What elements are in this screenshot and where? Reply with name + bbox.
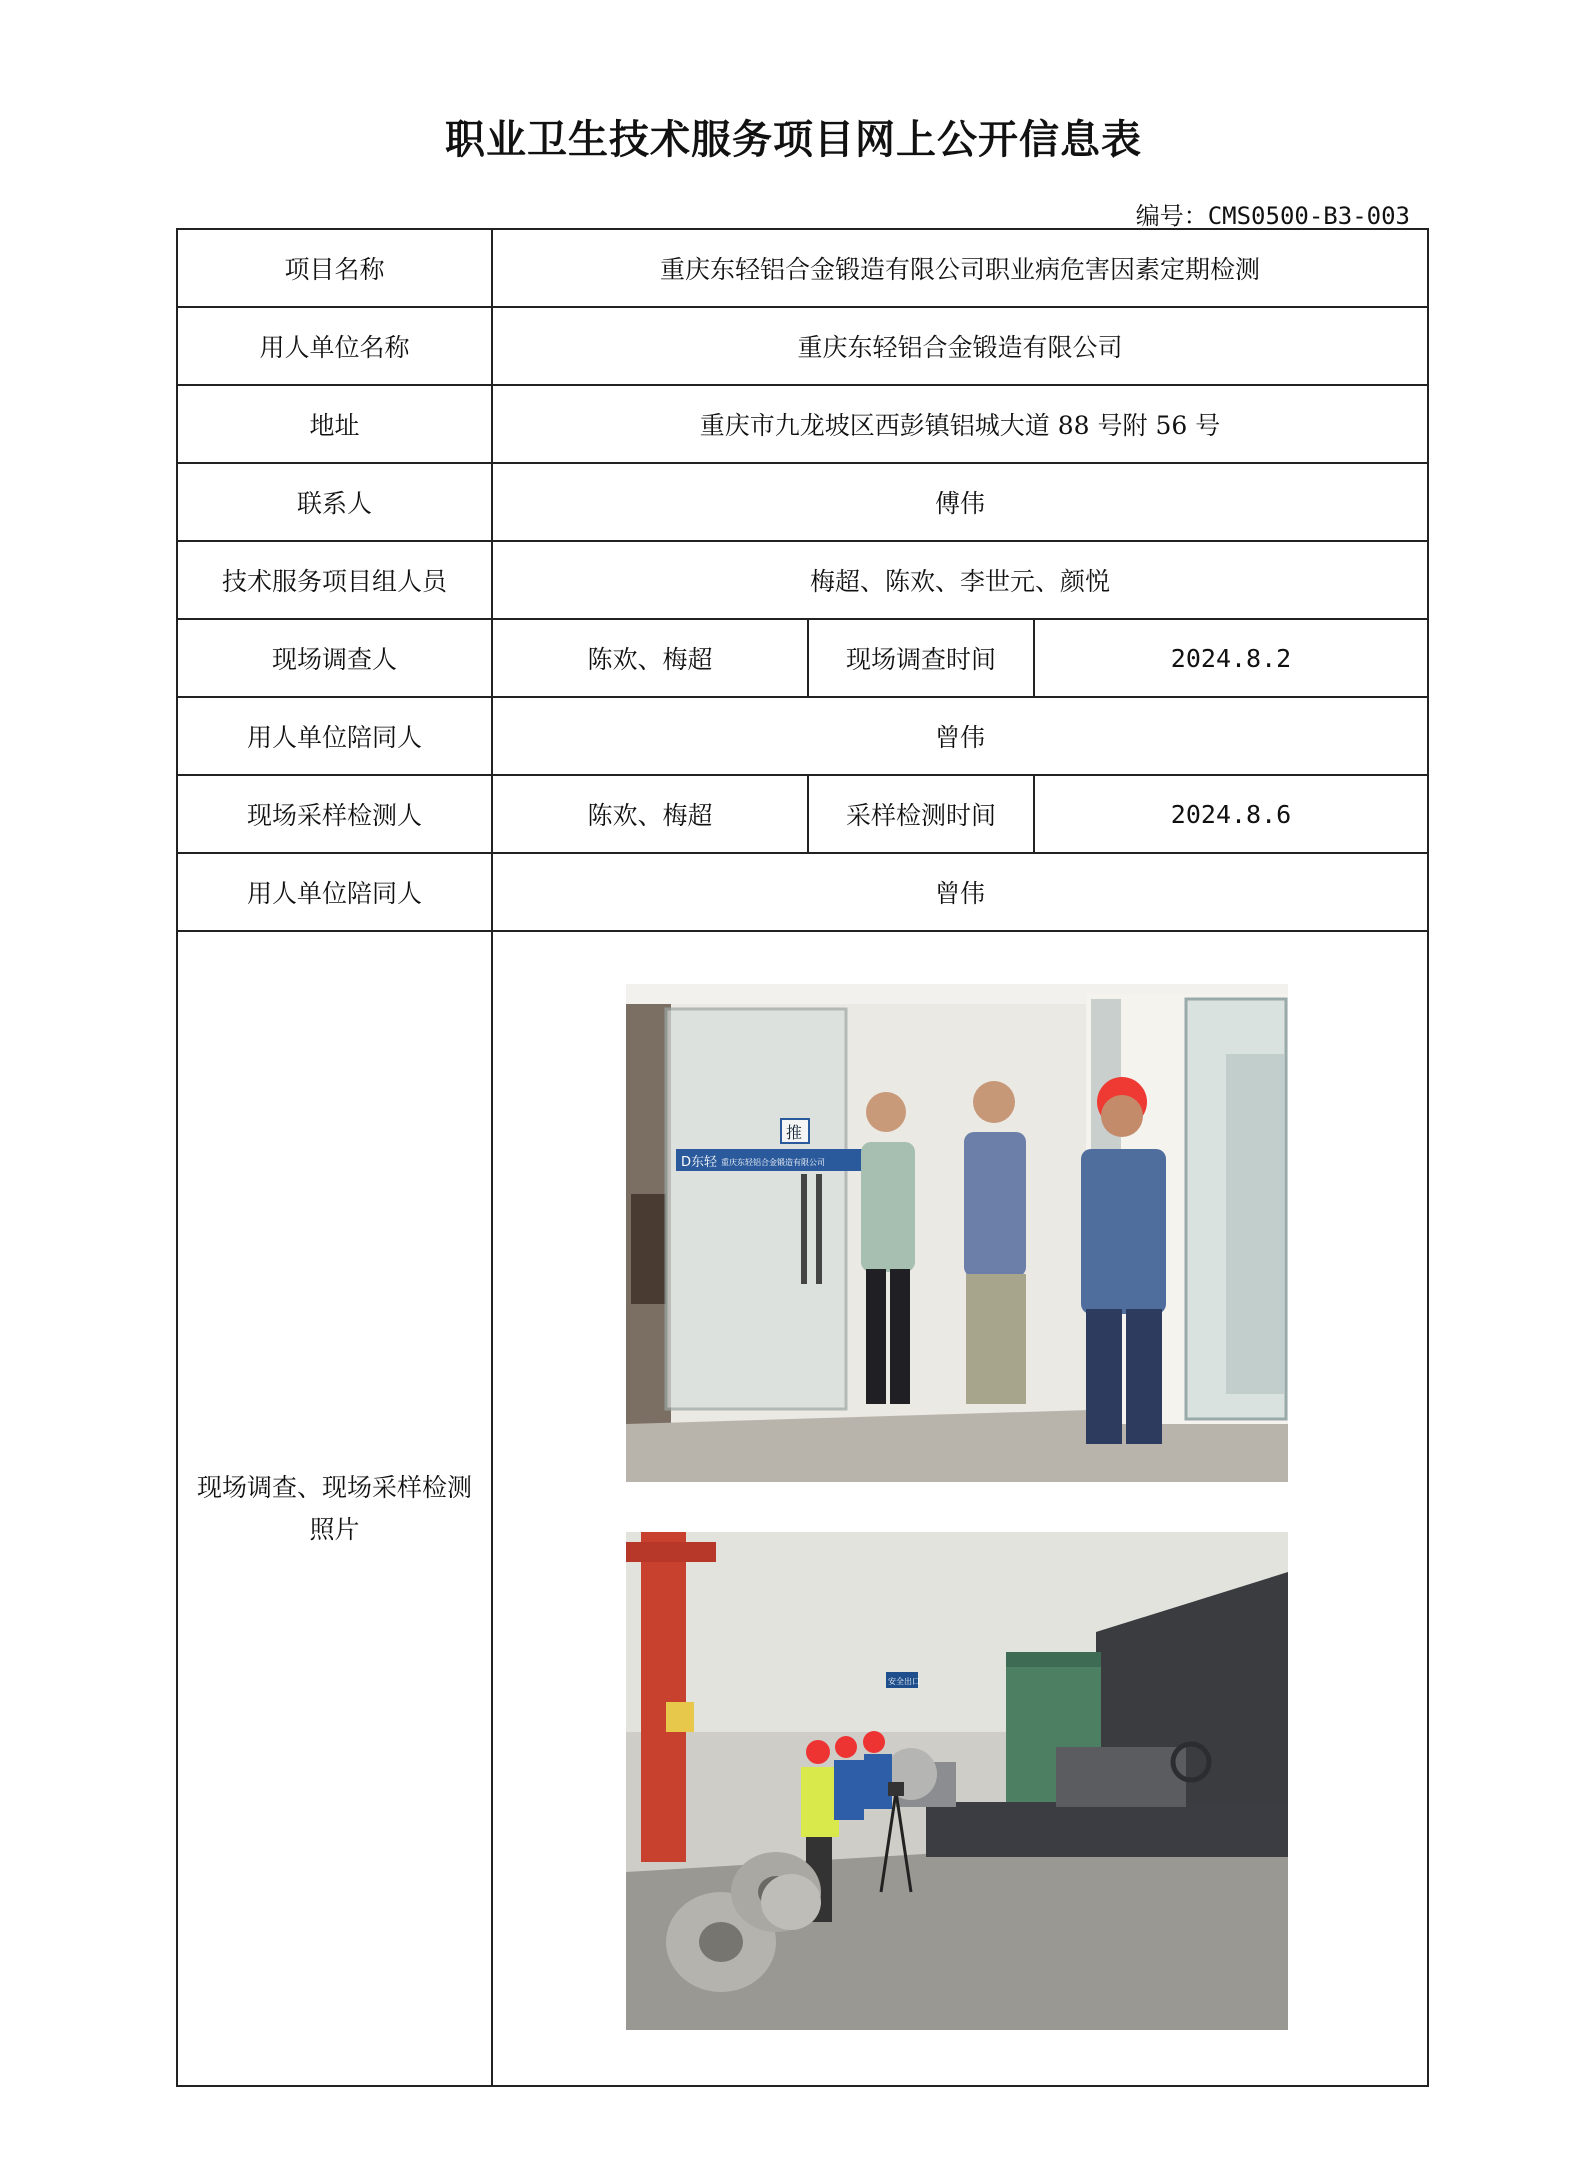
row-employer <box>177 307 1428 385</box>
document-number <box>1136 196 1410 231</box>
door-sign-text: 推 <box>786 1123 803 1142</box>
contact-value: 傅伟 <box>492 463 1428 541</box>
sampling-workshop-photo-image <box>626 1532 1288 2030</box>
address-label: 地址 <box>177 385 492 463</box>
contact-label: 联系人 <box>177 463 492 541</box>
sampling-escort-label: 用人单位陪同人 <box>177 853 492 931</box>
wall-sign-text: 安全出口 <box>888 1677 920 1686</box>
survey-value: 陈欢、梅超 <box>492 619 808 697</box>
project-name-value: 重庆东轻铝合金锻造有限公司职业病危害因素定期检测 <box>492 229 1428 307</box>
row-photos <box>177 931 1428 2086</box>
photos-label: 现场调查、现场采样检测照片 <box>177 931 492 2086</box>
row-contact <box>177 463 1428 541</box>
survey-escort-label: 用人单位陪同人 <box>177 697 492 775</box>
photos-cell <box>492 931 1428 2086</box>
row-address <box>177 385 1428 463</box>
sampling-label: 现场采样检测人 <box>177 775 492 853</box>
row-team <box>177 541 1428 619</box>
row-sampling-escort <box>177 853 1428 931</box>
address-value: 重庆市九龙坡区西彭镇铝城大道 88 号附 56 号 <box>492 385 1428 463</box>
document-number-value: CMS0500-B3-003 <box>1207 202 1410 230</box>
survey-time-value: 2024.8.2 <box>1034 619 1428 697</box>
employer-value: 重庆东轻铝合金锻造有限公司 <box>492 307 1428 385</box>
info-table <box>176 228 1429 2087</box>
row-survey-escort <box>177 697 1428 775</box>
team-value: 梅超、陈欢、李世元、颜悦 <box>492 541 1428 619</box>
survey-time-label: 现场调查时间 <box>808 619 1034 697</box>
project-name-label: 项目名称 <box>177 229 492 307</box>
row-project-name <box>177 229 1428 307</box>
sampling-workshop-photo <box>626 1532 1288 2030</box>
survey-team-photo <box>626 984 1288 1482</box>
sampling-time-label: 采样检测时间 <box>808 775 1034 853</box>
company-band-text: 重庆东轻铝合金锻造有限公司 <box>721 1158 825 1167</box>
page-title: 职业卫生技术服务项目网上公开信息表 <box>445 116 1142 163</box>
survey-label: 现场调查人 <box>177 619 492 697</box>
employer-label: 用人单位名称 <box>177 307 492 385</box>
team-label: 技术服务项目组人员 <box>177 541 492 619</box>
company-logo-text: D东轻 <box>681 1155 718 1170</box>
survey-escort-value: 曾伟 <box>492 697 1428 775</box>
sampling-escort-value: 曾伟 <box>492 853 1428 931</box>
sampling-value: 陈欢、梅超 <box>492 775 808 853</box>
survey-team-photo-image <box>626 984 1288 1482</box>
row-sampling <box>177 775 1428 853</box>
row-survey <box>177 619 1428 697</box>
document-number-label: 编号： <box>1135 202 1208 230</box>
sampling-time-value: 2024.8.6 <box>1034 775 1428 853</box>
